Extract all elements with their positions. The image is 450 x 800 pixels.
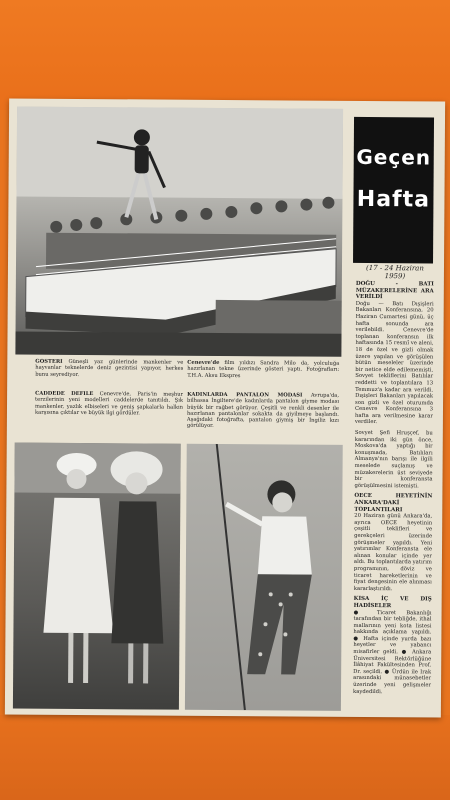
hats-fashion-photo [13,443,181,710]
orange-background-top [0,0,450,110]
news-body-1: Doğu — Batı Dışişleri Bakanları Konferansına, 20 Haziran Cumartesi günü, üç hafta sonunda ara verilebildi. Cenevre'de toplanan konferansın ilk haftasında 15 resmî ve aleni, 18 de özel ve gizli olmak üzere yapılan ve görüşülen bütün meseleler üzerinde bir netice elde edilememişti. Sovyet tekliflerini Batılılar reddetti ve toplantılara 13 Temmuz'a kadar ara verildi. Dışişleri Bakanları yapılacak son gizli ve özel oturumda Cenevre Konferansına 3 hafta ara verilmesine karar verdiler. [354,300,434,426]
magazine-page [5,98,445,717]
news-body-4: ● Ticaret Bakanlığı tarafından bir tebliğde, ithal mallarının yeni kota listesi hakkında açıklama yapıldı. ● Hafta içinde yurda bazı heyetler ve yabancı misafirler geldi. ● Ankara Üniversitesi Rektörlüğüne İlâhiyat Fakültesinden Prof. Dr. seçildi. ● Ürdün ile Irak arasındaki münasebetler üzerinde yeni gelişmeler kaydedildi. [353,609,432,695]
geneva-caption-heading: Cenevre'de [187,359,220,366]
news-column [353,277,434,698]
week-dates: (17 - 24 Haziran 1959) [366,263,424,281]
trousers-fashion-body: Avrupa'da, bilhassa İngiltere'de kadınlarda pantalon giyme modası büyük bir rağbet görüyor. Çeşitli ve renkli desenler ile hazırlanan pantalonlar sokakta da giyilmeye başlandı. Aşağıdaki fotoğrafta, pantalon giymiş bir İngiliz kızı görülüyor. [186,392,340,430]
orange-background-bottom [0,715,450,800]
show-caption [35,359,183,386]
geneva-caption [187,360,339,387]
logo-line-2: Hafta [356,186,431,213]
news-body-2: Sovyet Şefi Hruşçef, bu kararından iki gün önce, Moskova'da yaptığı bir konuşmada, Batılıları Almanya'nın barışı ile ilgili meselede suçlamış ve müzakerelerin üst seviyede bir konferansta görüşülmesini istemişti. [354,429,433,490]
trousers-fashion-photo [185,444,343,711]
trousers-fashion-caption [187,392,339,439]
news-heading-4: KISA İÇ VE DIŞ HADİSELER [353,596,432,610]
show-caption-heading: GÖSTERİ [35,358,63,365]
hats-fashion-illustration [13,443,181,710]
trousers-fashion-illustration [185,444,343,711]
street-fashion-heading: CADDEDE DEFİLE [35,390,94,398]
boat-show-illustration [15,107,343,357]
logo-line-1: Geçen [356,144,432,170]
news-heading-3: OECE HEYETİNİN ANKARA'DAKİ TOPLANTILARI [354,493,433,513]
gecen-hafta-logo [353,117,434,264]
news-body-3: 20 Haziran günü Ankara'da, ayrıca OECE heyetinin çeşitli teklifleri ve gerekçeleri üzerinde görüşmeler yapıldı. Yeni yatırımlar Konferansta ele alınan konular içinde yer aldı. Bu toplantılarda yatırım programının, döviz ve ticaret hareketlerinin ve fiyat dengesinin ele alınması kararlaştırıldı. [353,513,433,592]
geneva-caption-body: film yıldızı Sandra Milo da, yolculuğa hazırlanan tekne üzerinde gösteri yaptı. Fotoğrafları: T.H.A. Aksu Ekspres [187,359,340,379]
boat-show-photo [15,107,343,357]
show-caption-body: Güneşli yaz günlerinde mankenler ve hayvanlar teknelerde deniz gezintisi yapıyor, herkes bunu seyrediyor. [35,358,184,378]
street-fashion-body: Cenevre'de, Paris'in meşhur terzilerinin yeni modelleri caddelerde tanıtıldı. Şık mankenler, yazlık elbiseleri ve geniş şapkalarla halkın karşısına çıktılar ve büyük ilgi gördüler. [34,391,184,417]
trousers-fashion-heading: KADINLARDA PANTALON MODASI [187,391,303,399]
news-heading-1: DOĞU - BATI MÜZAKERELERİNE ARA VERİLDİ [355,280,434,301]
street-fashion-caption [35,391,183,438]
